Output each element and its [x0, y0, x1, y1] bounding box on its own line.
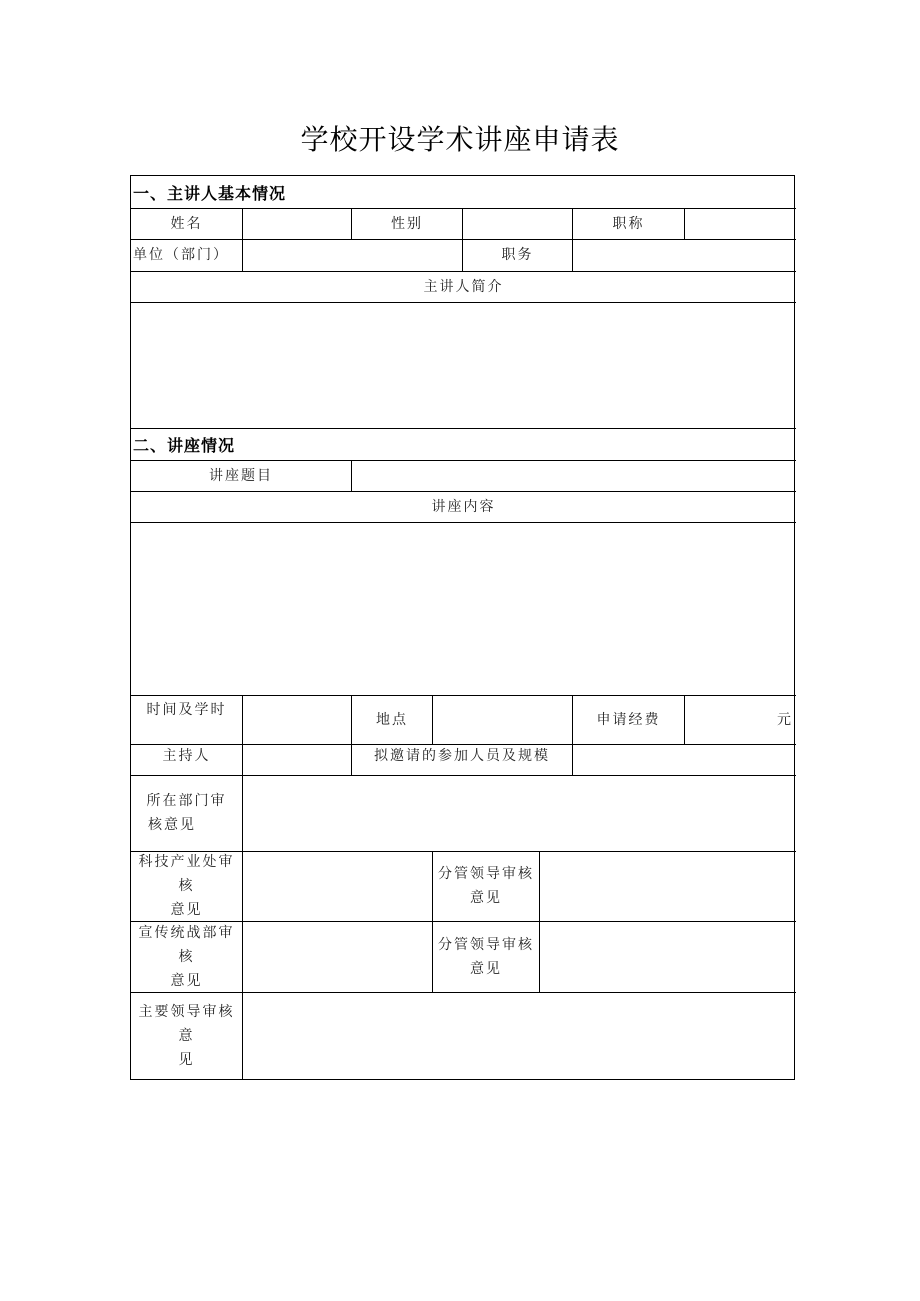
gender-label: 性别 — [391, 215, 423, 232]
time-field[interactable] — [243, 696, 351, 744]
main-leader-review-label-line2: 见 — [178, 1052, 195, 1068]
host-label: 主持人 — [162, 748, 211, 764]
gender-field[interactable] — [463, 209, 572, 239]
dept-review-label-line2: 核意见 — [148, 817, 196, 833]
content-label: 讲座内容 — [431, 498, 496, 515]
main-leader-review-label — [131, 992, 242, 1080]
place-field[interactable] — [433, 696, 572, 744]
dept-review-label — [131, 775, 242, 851]
leader-review-label-1-line1: 分管领导审核 — [438, 866, 534, 882]
position-label: 职务 — [501, 247, 534, 263]
leader-review-label-2 — [433, 921, 539, 992]
publicity-review-label — [131, 921, 242, 992]
leader-review-field-2[interactable] — [540, 922, 795, 992]
content-field[interactable] — [132, 523, 795, 695]
topic-label: 讲座题目 — [209, 467, 273, 484]
invitees-label: 拟邀请的参加人员及规模 — [374, 748, 550, 764]
rank-field[interactable] — [685, 209, 795, 239]
application-form — [130, 175, 795, 1080]
dept-review-label-line1: 所在部门审 — [146, 793, 227, 809]
unit-field[interactable] — [243, 240, 462, 271]
leader-review-label-1-line2: 意见 — [470, 890, 502, 906]
section-heading-lecture: 二、讲座情况 — [133, 435, 236, 455]
rank-label: 职称 — [612, 215, 645, 232]
publicity-review-label-line1: 宣传统战部审核 — [138, 924, 235, 965]
invitees-field[interactable] — [573, 745, 795, 775]
leader-review-field-1[interactable] — [540, 852, 795, 921]
leader-review-label-2-line2: 意见 — [470, 960, 502, 977]
topic-field[interactable] — [352, 461, 795, 491]
unit-label: 单位（部门） — [133, 247, 229, 263]
dept-review-field[interactable] — [243, 776, 795, 851]
publicity-review-field[interactable] — [243, 922, 432, 992]
tech-review-label — [131, 851, 242, 921]
place-label: 地点 — [376, 711, 408, 728]
leader-review-label-1 — [433, 851, 539, 921]
name-field[interactable] — [243, 209, 351, 239]
tech-review-field[interactable] — [243, 852, 432, 921]
main-leader-review-field[interactable] — [243, 993, 795, 1080]
tech-review-label-line2: 意见 — [170, 902, 203, 918]
time-label: 时间及学时 — [146, 702, 227, 718]
section-heading-speaker: 一、主讲人基本情况 — [133, 183, 287, 203]
tech-review-label-line1: 科技产业处审核 — [138, 854, 235, 894]
main-leader-review-label-line1: 主要领导审核意 — [138, 1004, 235, 1044]
form-title: 学校开设学术讲座申请表 — [300, 123, 620, 156]
fee-label: 申请经费 — [596, 711, 661, 728]
name-label: 姓名 — [170, 215, 203, 232]
position-field[interactable] — [573, 240, 795, 271]
publicity-review-label-line2: 意见 — [170, 972, 203, 989]
leader-review-label-2-line1: 分管领导审核 — [438, 936, 534, 953]
host-field[interactable] — [243, 745, 351, 775]
fee-field[interactable]: 元 — [777, 711, 793, 728]
bio-field[interactable] — [132, 303, 795, 428]
bio-label: 主讲人简介 — [423, 278, 504, 295]
